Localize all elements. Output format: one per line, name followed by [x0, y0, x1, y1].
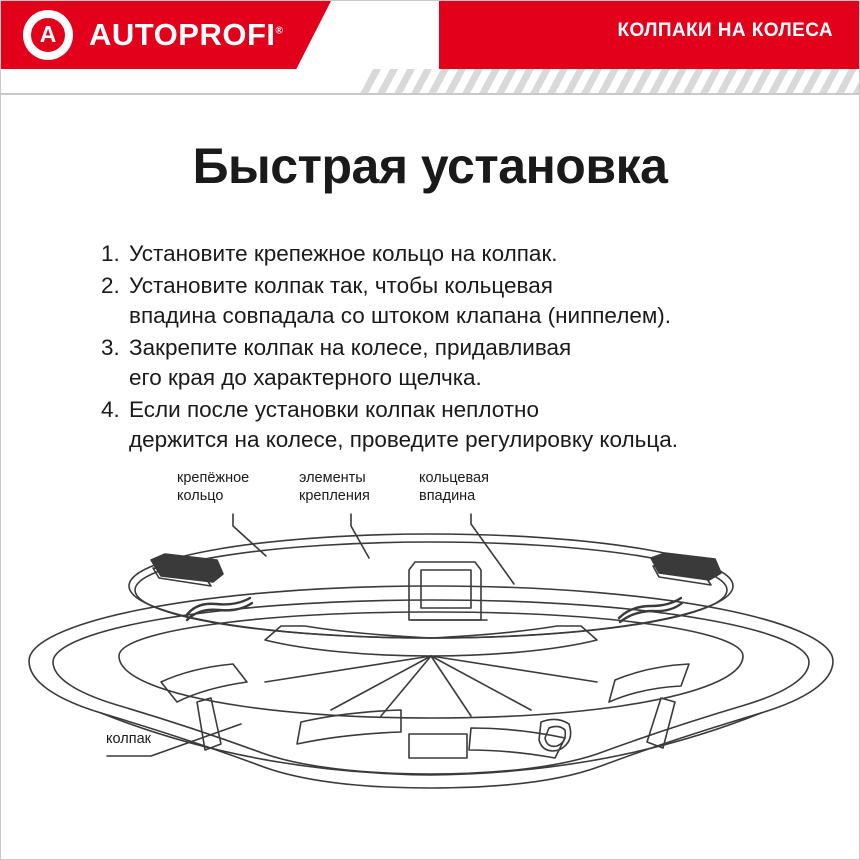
- logo-circle-icon: [23, 10, 73, 60]
- header-tagline: КОЛПАКИ НА КОЛЕСА: [617, 20, 833, 41]
- recess-right-outer: [609, 664, 689, 702]
- spoke-2: [381, 656, 431, 716]
- rib-right: [647, 698, 675, 748]
- step-text: [129, 333, 801, 393]
- step-line: Если после установки колпак неплотно: [129, 396, 539, 422]
- instruction-list: [101, 239, 801, 454]
- callout-line: крепёжное: [177, 470, 250, 487]
- list-item: [101, 271, 801, 331]
- step-line: впадина совпадала со штоком клапана (ниппелем).: [129, 302, 672, 328]
- step-number: 2.: [101, 272, 120, 298]
- header-hatch-pattern: [357, 69, 859, 93]
- page-header: [1, 1, 859, 93]
- page-title: Быстрая установка: [192, 138, 668, 194]
- fastening-ring-inner: [135, 542, 727, 638]
- recess-bottom-center: [409, 734, 467, 758]
- brand-logo: [23, 10, 283, 60]
- callout-label-groove: [419, 470, 529, 504]
- brand-name-text: AUTOPROFI: [89, 17, 276, 52]
- step-number: 4.: [101, 396, 120, 422]
- list-item: [101, 395, 801, 455]
- list-item: [101, 239, 801, 269]
- step-number: 1.: [101, 241, 120, 266]
- callout-line: крепления: [299, 487, 370, 504]
- callout-line: кольцевая: [419, 470, 489, 487]
- callout-line: элементы: [299, 470, 366, 487]
- annular-groove-left: [265, 626, 431, 656]
- list-item: [101, 333, 801, 393]
- callout-line: кольцо: [177, 487, 224, 504]
- annular-groove-right: [431, 626, 597, 656]
- recess-bottom-left: [297, 710, 401, 744]
- callout-line: впадина: [419, 487, 476, 504]
- recess-bottom-right: [469, 728, 565, 758]
- wheel-cap-diagram: [1, 466, 860, 816]
- brand-name: [89, 17, 283, 53]
- step-line: Закрепите колпак на колесе, придавливая: [129, 334, 572, 360]
- center-fastening-inner: [421, 570, 471, 608]
- step-line: Установите крепежное кольцо на колпак.: [129, 241, 558, 266]
- header-divider: [1, 93, 859, 95]
- step-line: держится на колесе, проведите регулировку кольца.: [129, 426, 679, 452]
- leader-line-groove: [471, 514, 514, 584]
- callout-label-ring: [177, 470, 287, 504]
- callout-label-elements: [299, 470, 409, 504]
- brand-trademark: ®: [275, 25, 284, 37]
- logo-inner-ring: [28, 15, 68, 55]
- callout-label-cap: [106, 731, 216, 748]
- step-text: [129, 395, 801, 455]
- step-number: 3.: [101, 334, 120, 360]
- step-line: его края до характерного щелчка.: [129, 364, 482, 390]
- step-line: Установите колпак так, чтобы кольцевая: [129, 272, 553, 298]
- spoke-3: [431, 656, 471, 716]
- callout-line: колпак: [106, 731, 151, 748]
- recess-left-outer: [161, 664, 247, 702]
- step-text: [129, 239, 801, 269]
- wheel-cap-illustration-svg: [1, 466, 860, 816]
- leader-line-ring: [233, 514, 266, 556]
- logo-letter: A: [39, 21, 57, 47]
- step-text: [129, 271, 801, 331]
